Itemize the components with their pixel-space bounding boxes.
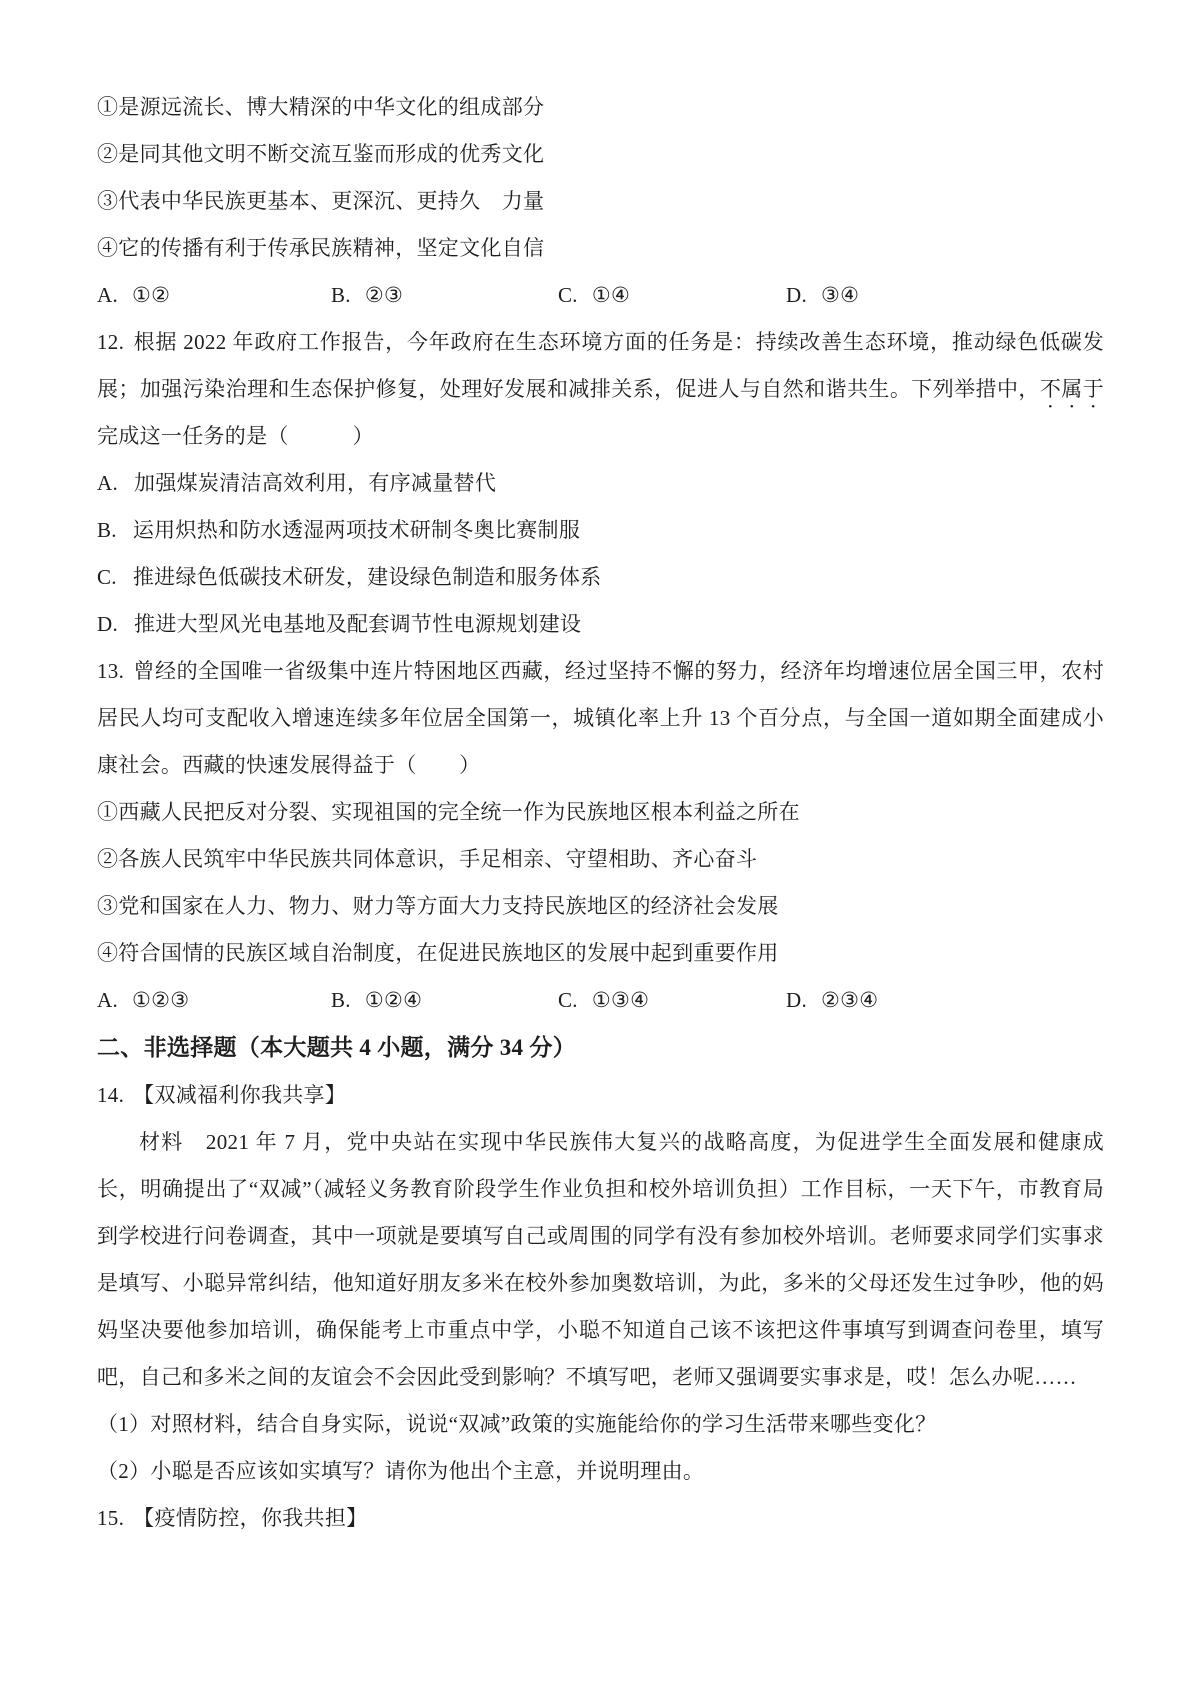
q14-subquestion-1: （1）对照材料，结合自身实际，说说“双减”政策的实施能给你的学习生活带来哪些变化？	[97, 1412, 937, 1436]
q14-material: 材料 2021 年 7 月，党中央站在实现中华民族伟大复兴的战略高度，为促进学生全面发展和健康成长，明确提出了“双减”（减轻义务教育阶段学生作业负担和校外培训负担）工作目标，一天下午，市教育局到学校进行问卷调查，其中一项就是要填写自己或周围的同学有没有参加校外培训。老师要求同学们实事求是填写、小聪异常纠结，他知道好朋友多米在校外参加奥数培训，为此，多米的父母还发生过争吵，他的妈妈坚决要他参加培训，确保能考上市重点中学，小聪不知道自己该不该把这件事填写到调查问卷里，填写吧，自己和多米之间的友谊会不会因此受到影响？不填写吧，老师又强调要实事求是，哎！怎么办呢……	[97, 1130, 1104, 1389]
q13-choices-row	[97, 977, 1104, 1024]
q13-choice-c	[558, 977, 786, 1024]
q12-choice-c	[97, 554, 1104, 601]
q11-choice-d	[786, 272, 1104, 319]
q11-choices-row	[97, 272, 1104, 319]
q12-number: 12.	[97, 330, 125, 354]
q12-choice-b	[97, 507, 1104, 554]
q14-number: 14.	[97, 1083, 125, 1107]
q13-item-4: ④符合国情的民族区域自治制度，在促进民族地区的发展中起到重要作用	[97, 941, 779, 965]
q13-number: 13.	[97, 659, 125, 683]
q11-item-4: ④它的传播有利于传承民族精神，坚定文化自信	[97, 236, 545, 260]
q12-stem	[97, 319, 1104, 460]
q12-choice-d	[97, 601, 1104, 648]
q12-choice-a-text: 加强煤炭清洁高效利用，有序减量替代	[134, 471, 497, 495]
q12-choice-b-letter: B.	[97, 518, 117, 542]
q12-choice-d-letter: D.	[97, 612, 119, 636]
q11-item-2: ②是同其他文明不断交流互鉴而形成的优秀文化	[97, 142, 545, 166]
q12-choice-b-text: 运用炽热和防水透湿两项技术研制冬奥比赛制服	[132, 518, 581, 542]
q13-choice-d-letter: D.	[786, 988, 808, 1012]
q13-choice-d	[786, 977, 1104, 1024]
q13-stem	[97, 648, 1104, 789]
q12-choice-a	[97, 460, 1104, 507]
q13-choice-b-text: ①②④	[364, 988, 423, 1012]
q13-choice-a-text: ①②③	[132, 988, 190, 1012]
q12-choice-d-text: 推进大型风光电基地及配套调节性电源规划建设	[134, 612, 582, 636]
q12-choice-c-letter: C.	[97, 565, 117, 589]
q13-choice-b-letter: B.	[331, 988, 351, 1012]
q11-choice-a-letter: A.	[97, 283, 119, 307]
q11-choice-a	[97, 272, 331, 319]
q11-choice-c	[558, 272, 786, 319]
q15-title: 【疫情防控，你我共担】	[133, 1506, 368, 1530]
q12-stem-before: 根据 2022 年政府工作报告，今年政府在生态环境方面的任务是：持续改善生态环境，推动绿色低碳发展；加强污染治理和生态保护修复，处理好发展和减排关系，促进人与自然和谐共生。下列举措中，	[97, 330, 1104, 401]
q11-item-3: ③代表中华民族更基本、更深沉、更持久 力量	[97, 189, 545, 213]
q11-choice-d-text: ③④	[821, 283, 860, 307]
q11-item-1: ①是源远流长、博大精深的中华文化的组成部分	[97, 95, 545, 119]
q13-item-2: ②各族人民筑牢中华民族共同体意识，手足相亲、守望相助、齐心奋斗	[97, 847, 758, 871]
q13-choice-a-letter: A.	[97, 988, 119, 1012]
q12-stem-after: 完成这一任务的是（ ）	[97, 424, 374, 448]
q11-choice-c-letter: C.	[558, 283, 578, 307]
q13-choice-b	[331, 977, 558, 1024]
q13-choice-c-letter: C.	[558, 988, 578, 1012]
section-2-heading: 二、非选择题（本大题共 4 小题，满分 34 分）	[97, 1035, 576, 1060]
q14-subquestion-2: （2）小聪是否应该如实填写？请你为他出个主意，并说明理由。	[97, 1459, 705, 1483]
q14-title-line	[97, 1072, 1104, 1119]
q11-choice-b	[331, 272, 558, 319]
q12-choice-c-text: 推进绿色低碳技术研发，建设绿色制造和服务体系	[132, 565, 602, 589]
q13-choice-a	[97, 977, 331, 1024]
q13-item-3: ③党和国家在人力、物力、财力等方面大力支持民族地区的经济社会发展	[97, 894, 779, 918]
q12-stem-emphasis: 不属于	[1039, 377, 1104, 401]
q11-choice-b-letter: B.	[331, 283, 351, 307]
q13-item-1: ①西藏人民把反对分裂、实现祖国的完全统一作为民族地区根本利益之所在	[97, 800, 800, 824]
q13-choice-c-text: ①③④	[591, 988, 650, 1012]
q13-choice-d-text: ②③④	[821, 988, 879, 1012]
q11-choice-d-letter: D.	[786, 283, 808, 307]
q14-title: 【双减福利你我共享】	[133, 1083, 347, 1107]
q11-choice-b-text: ②③	[364, 283, 404, 307]
q12-choice-a-letter: A.	[97, 471, 119, 495]
q15-number: 15.	[97, 1506, 125, 1530]
q11-choice-a-text: ①②	[132, 283, 171, 307]
q13-stem-text: 曾经的全国唯一省级集中连片特困地区西藏，经过坚持不懈的努力，经济年均增速位居全国三甲，农村居民人均可支配收入增速连续多年位居全国第一，城镇化率上升 13 个百分点，与全国一道如期全面建成小康社会。西藏的快速发展得益于（ ）	[97, 659, 1104, 777]
q15-title-line	[97, 1495, 1104, 1542]
q11-choice-c-text: ①④	[591, 283, 631, 307]
